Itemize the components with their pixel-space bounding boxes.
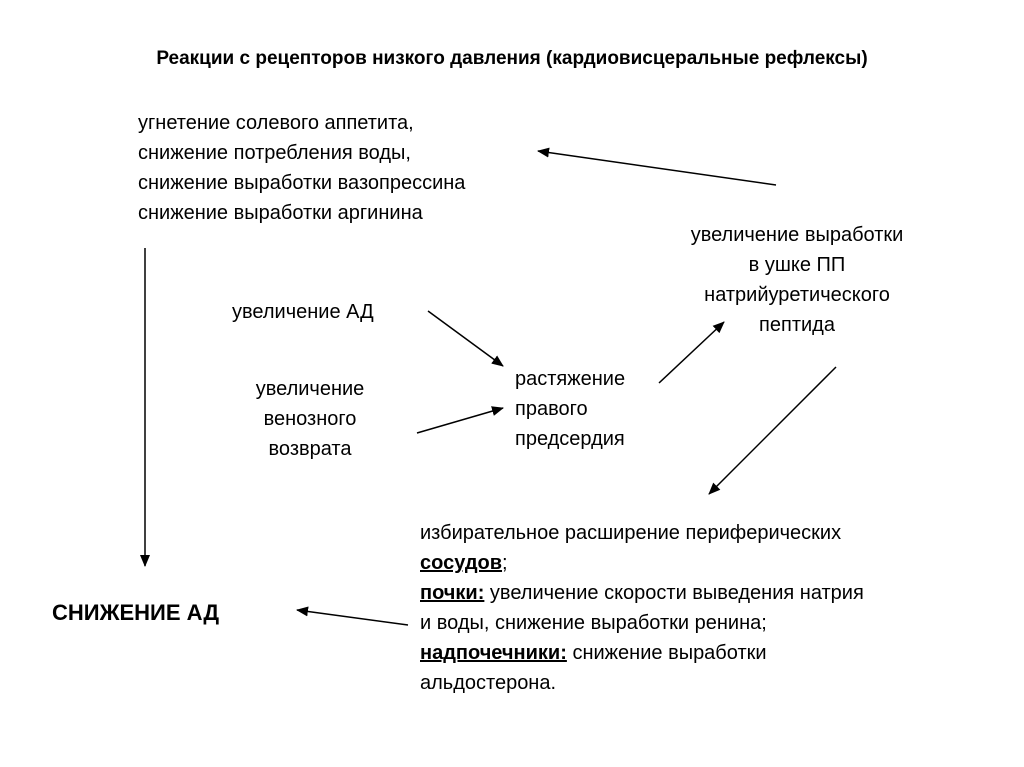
bp-decrease-node: СНИЖЕНИЕ АД xyxy=(52,600,220,625)
arrow-stretch-to-peptide xyxy=(659,322,724,383)
venous-return-line: увеличение xyxy=(255,378,365,400)
arrow-venous-return-to-stretch xyxy=(417,408,503,433)
peptide-line: увеличение выработки xyxy=(690,224,904,246)
inhibition-line: угнетение солевого аппетита, xyxy=(138,112,414,134)
inhibition-line: снижение выработки вазопрессина xyxy=(138,172,466,194)
venous-return-line: венозного xyxy=(263,408,357,430)
peptide-line: натрийуретического xyxy=(704,284,890,306)
effects-line: избирательное расширение периферических xyxy=(420,522,842,544)
arrow-effects-to-bp-decrease xyxy=(297,610,408,625)
peptide-line: в ушке ПП xyxy=(748,254,846,276)
bp-increase-node: увеличение АД xyxy=(232,301,374,323)
arrow-bp-increase-to-stretch xyxy=(428,311,503,366)
peptide-line: пептида xyxy=(759,314,835,336)
atrial-stretch-line: правого xyxy=(515,398,588,420)
kidneys-text: увеличение скорости выведения натрия xyxy=(484,582,864,604)
venous-return-line: возврата xyxy=(268,438,352,460)
effects-line: и воды, снижение выработки ренина; xyxy=(420,612,767,634)
arrow-peptide-to-inhibition xyxy=(538,151,776,185)
effects-line: альдостерона. xyxy=(420,672,557,694)
vessels-label: сосудов xyxy=(420,552,503,574)
vessels-tail: ; xyxy=(502,552,508,574)
adrenal-label: надпочечники: xyxy=(420,642,567,664)
diagram-title: Реакции с рецепторов низкого давления (кардиовисцеральные рефлексы) xyxy=(156,48,868,69)
atrial-stretch-line: растяжение xyxy=(515,368,626,390)
atrial-stretch-line: предсердия xyxy=(515,428,625,450)
adrenal-text: снижение выработки xyxy=(566,642,767,664)
kidneys-label: почки: xyxy=(420,582,485,604)
inhibition-line: снижение потребления воды, xyxy=(138,142,411,164)
arrow-peptide-to-effects xyxy=(709,367,836,494)
inhibition-line: снижение выработки аргинина xyxy=(138,202,423,224)
